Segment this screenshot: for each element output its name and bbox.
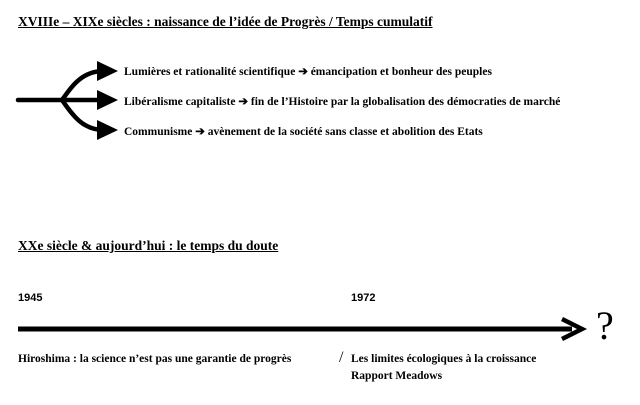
year-mid-label: 1972 <box>351 292 376 304</box>
branch-row-2 <box>124 94 560 108</box>
branch-label: Libéralisme capitaliste <box>124 96 236 108</box>
arrowhead-top-icon <box>97 61 118 81</box>
right-arrow-icon: ➔ <box>238 96 248 108</box>
caption-right-line1: Les limites écologiques à la croissance <box>351 353 537 365</box>
caption-right-line2: Rapport Meadows <box>351 370 443 382</box>
right-arrow-icon: ➔ <box>298 66 308 78</box>
year-start-label: 1945 <box>18 292 43 304</box>
branch-outcome: avènement de la société sans classe et abolition des Etats <box>207 126 483 138</box>
arrowhead-bottom-icon <box>97 120 118 140</box>
section2-heading: XXe siècle & aujourd’hui : le temps du doute <box>18 238 279 253</box>
arrowhead-middle-icon <box>97 90 118 110</box>
branch-label: Lumières et rationalité scientifique <box>124 66 296 78</box>
branch-label: Communisme <box>124 126 193 138</box>
caption-separator: / <box>339 349 344 366</box>
branch-outcome: fin de l’Histoire par la globalisation des démocraties de marché <box>250 96 561 108</box>
branch-row-1 <box>124 64 492 78</box>
branch-outcome: émancipation et bonheur des peuples <box>310 66 492 78</box>
branch-row-3 <box>124 124 483 138</box>
section1-heading: XVIIIe – XIXe siècles : naissance de l’idée de Progrès / Temps cumulatif <box>18 14 433 29</box>
right-arrow-icon: ➔ <box>195 126 205 138</box>
question-mark-symbol: ? <box>596 303 614 348</box>
caption-left: Hiroshima : la science n’est pas une garantie de progrès <box>18 353 292 365</box>
